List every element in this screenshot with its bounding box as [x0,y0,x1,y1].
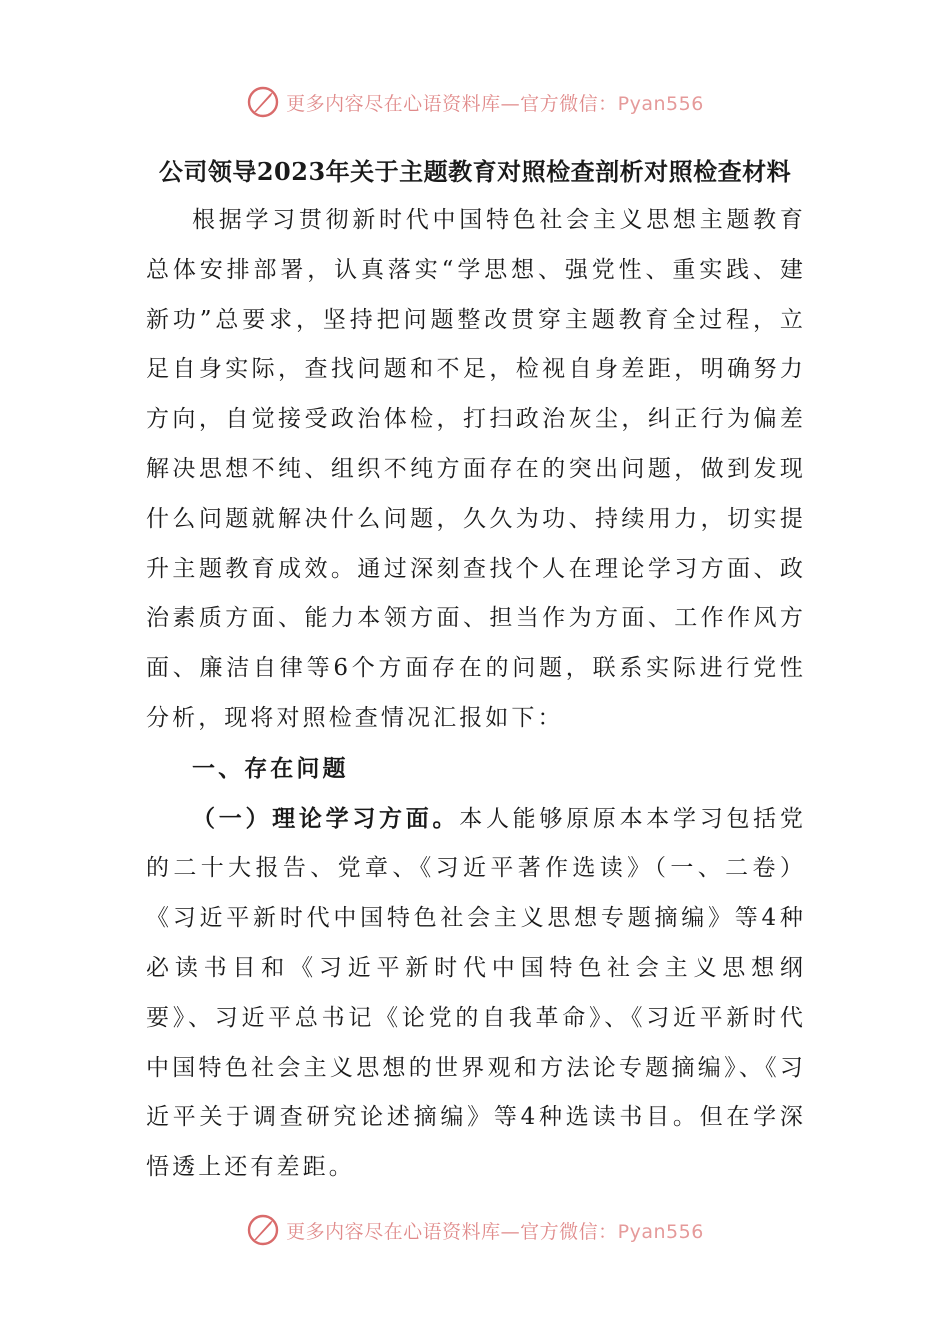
intro-paragraph: 根据学习贯彻新时代中国特色社会主义思想主题教育总体安排部署，认真落实“学思想、强党性、重实践、建新功”总要求，坚持把问题整改贯穿主题教育全过程，立足自身实际，查找问题和不足，检视自身差距，明确努力方向，自觉接受政治体检，打扫政治灰尘，纠正行为偏差解决思想不纯、组织不纯方面存在的突出问题，做到发现什么问题就解决什么问题，久久为功、持续用力，切实提升主题教育成效。通过深刻查找个人在理论学习方面、政治素质方面、能力本领方面、担当作为方面、工作作风方面、廉洁自律等6个方面存在的问题，联系实际进行党性分析，现将对照检查情况汇报如下： [146,207,806,731]
subsection-paragraph [146,794,806,1193]
wechat-id: Pyan556 [617,92,704,115]
subsection-label: （一）理论学习方面。 [192,804,460,832]
watermark-footer [0,1210,950,1250]
quill-logo-icon [246,1213,280,1247]
watermark-text: 更多内容尽在心语资料库—官方微信：Pyan556 [286,92,704,115]
document-body [146,196,806,1193]
document-title: 公司领导2023年关于主题教育对照检查剖析对照检查材料 [158,157,792,186]
subsection-text: 本人能够原原本本学习包括党的二十大报告、党章、《习近平著作选读》（一、二卷）《习近平新时代中国特色社会主义思想专题摘编》等4种必读书目和《习近平新时代中国特色社会主义思想纲要》、习近平总书记《论党的自我革命》、《习近平新时代中国特色社会主义思想的世界观和方法论专题摘编》、《习近平关于调查研究论述摘编》等4种选读书目。但在学深悟透上还有差距。 [146,805,807,1181]
section-heading: 一、存在问题 [192,754,349,782]
wechat-id: Pyan556 [617,1220,704,1243]
quill-logo-icon [246,85,280,119]
watermark-header [0,82,950,122]
watermark-text: 更多内容尽在心语资料库—官方微信：Pyan556 [286,1220,704,1243]
